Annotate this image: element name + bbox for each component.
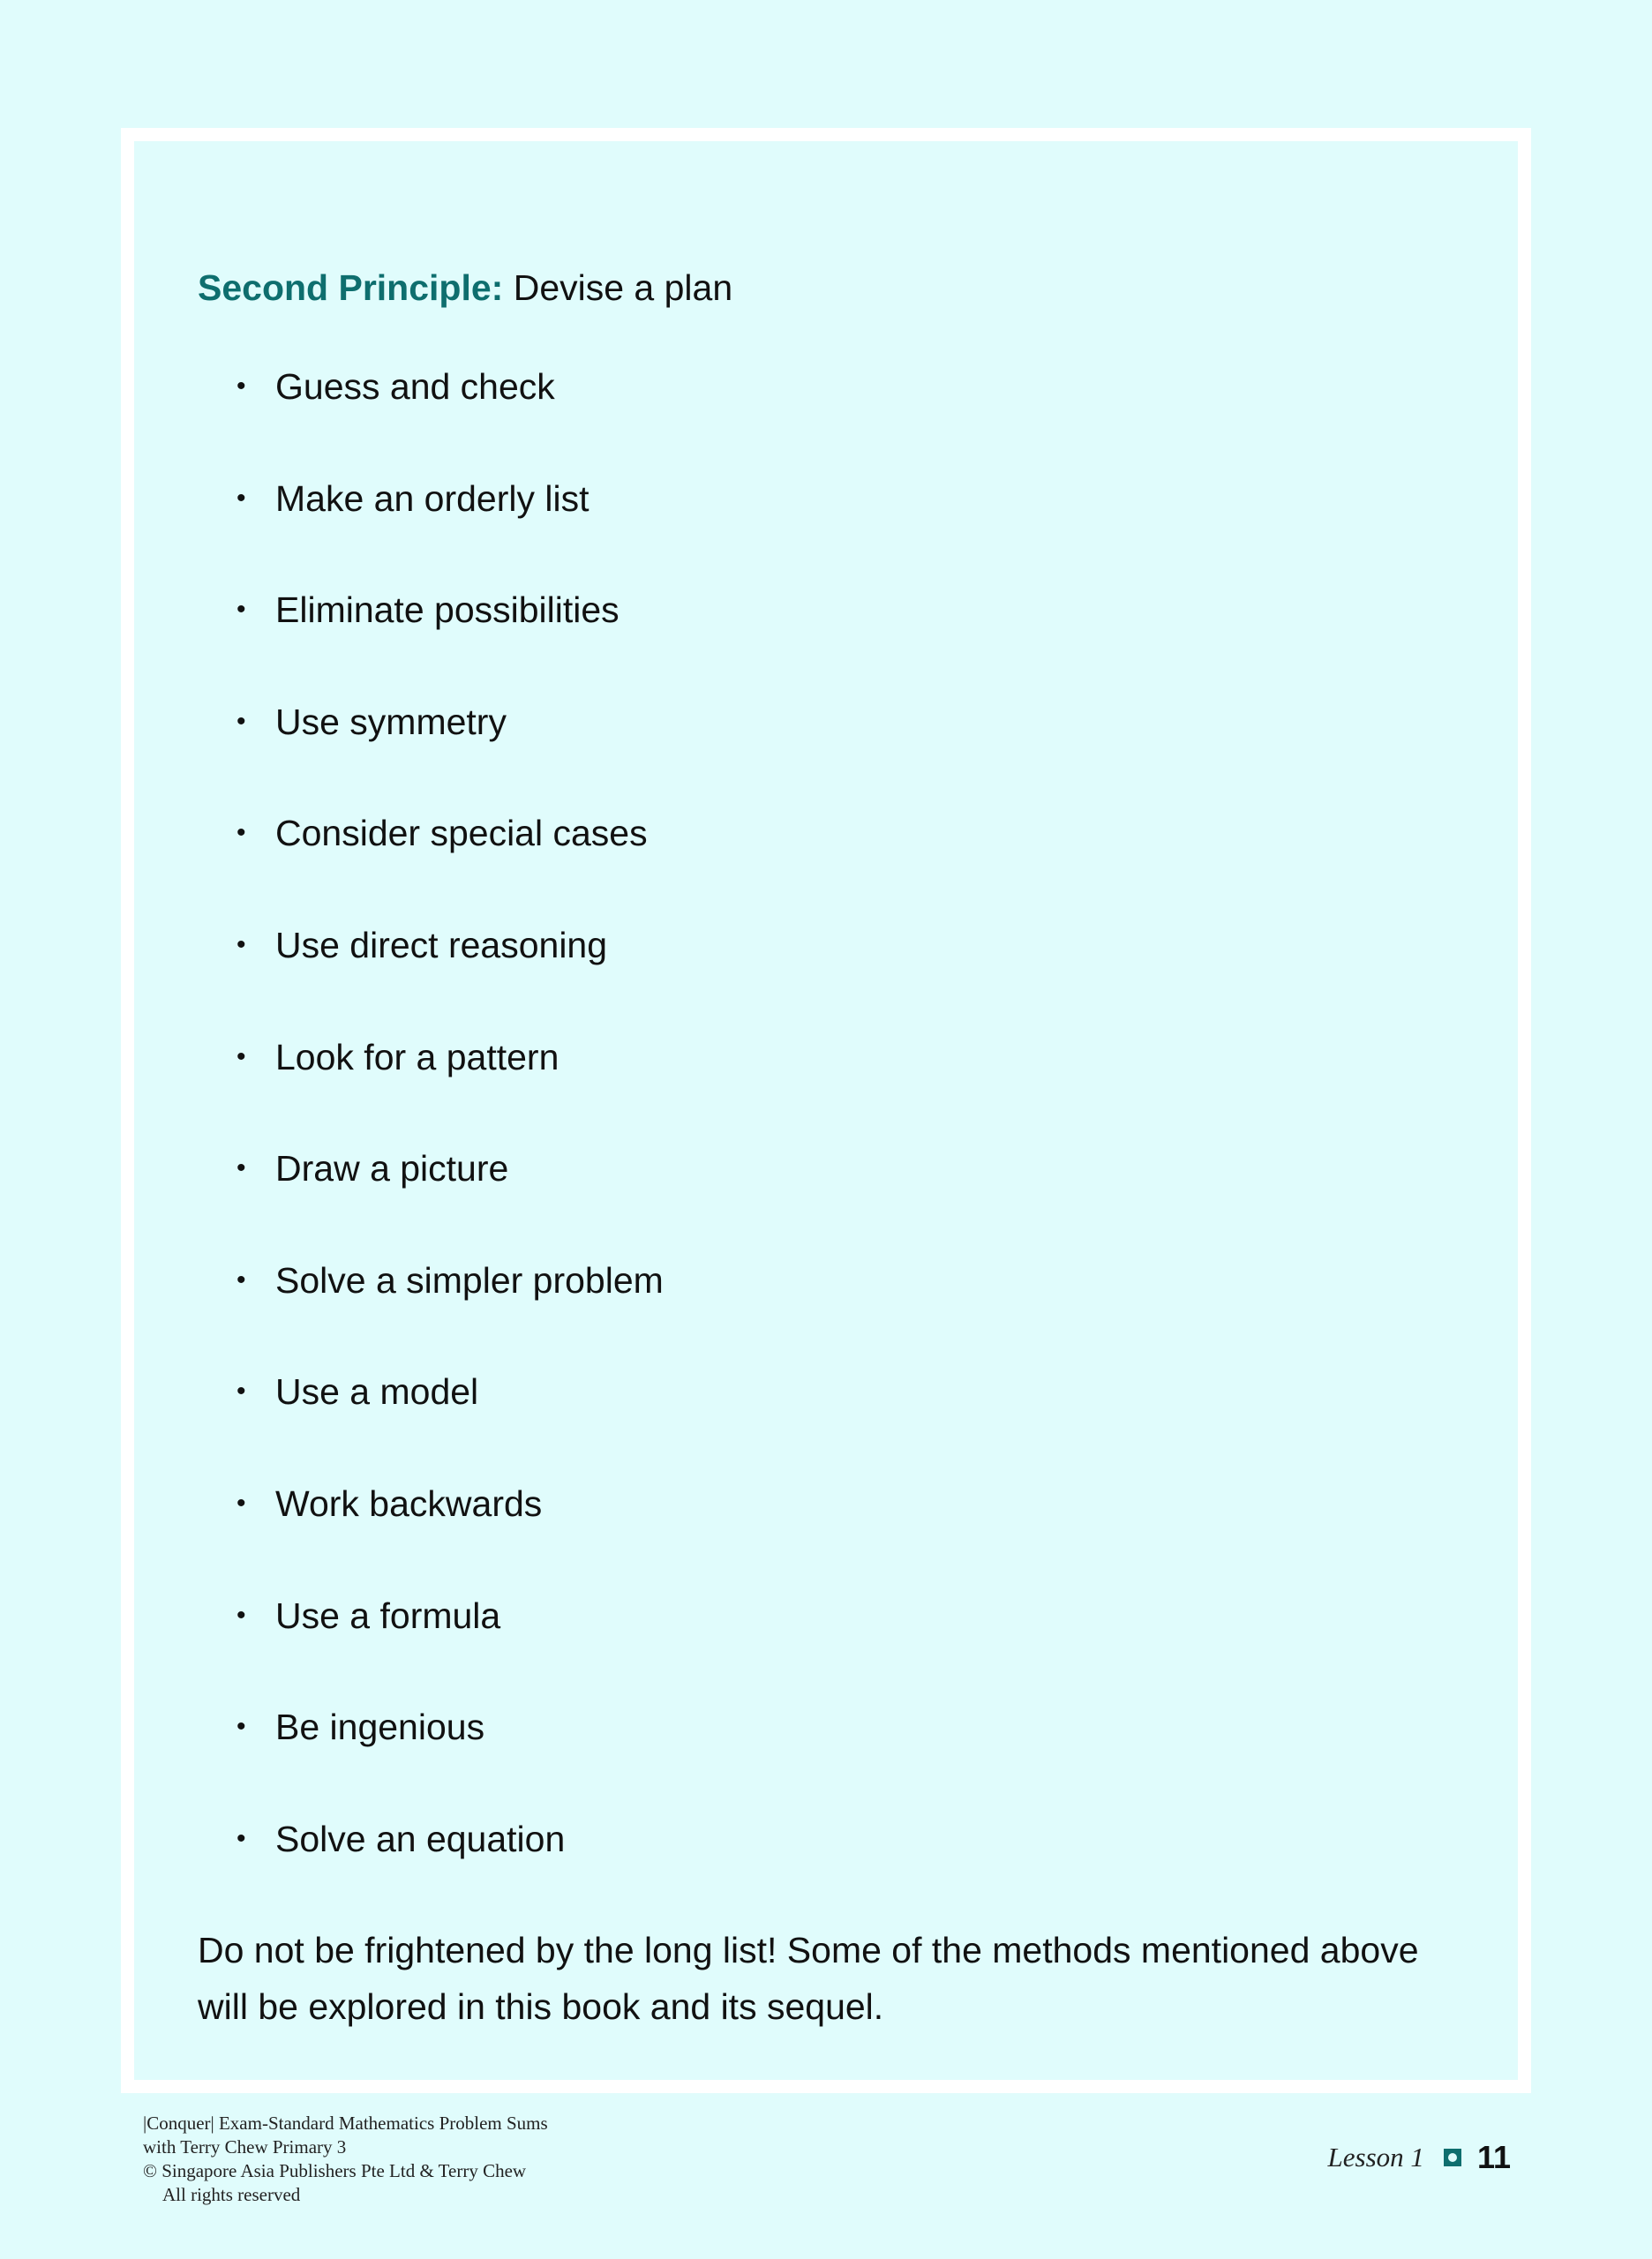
bullet-icon: • bbox=[237, 818, 246, 848]
bullet-icon: • bbox=[237, 483, 246, 513]
list-item bbox=[237, 1365, 664, 1477]
bullet-icon: • bbox=[237, 595, 246, 625]
list-item-text: Consider special cases bbox=[275, 813, 648, 854]
bullet-icon: • bbox=[237, 1041, 246, 1071]
bullet-icon: • bbox=[237, 1823, 246, 1853]
section-heading bbox=[198, 261, 732, 314]
bullet-icon: • bbox=[237, 371, 246, 401]
list-item bbox=[237, 583, 664, 695]
bullet-icon: • bbox=[237, 1377, 246, 1407]
list-item-text: Solve a simpler problem bbox=[275, 1259, 664, 1301]
list-item bbox=[237, 1142, 664, 1254]
footer-rights: All rights reserved bbox=[162, 2184, 301, 2205]
list-item-text: Guess and check bbox=[275, 366, 555, 407]
list-item-text: Use direct reasoning bbox=[275, 924, 608, 965]
bullet-icon: • bbox=[237, 1600, 246, 1630]
list-item-text: Use a formula bbox=[275, 1595, 501, 1636]
list-item bbox=[237, 1477, 664, 1589]
list-item bbox=[237, 1812, 664, 1925]
heading-text: Devise a plan bbox=[513, 267, 733, 308]
closing-paragraph: Do not be frightened by the long list! Some of the methods mentioned above will be explored in this book and its sequel. bbox=[198, 1930, 1419, 2027]
list-item bbox=[237, 472, 664, 584]
list-item-text: Draw a picture bbox=[275, 1148, 509, 1190]
bullet-icon: • bbox=[237, 1488, 246, 1518]
list-item bbox=[237, 360, 664, 472]
list-item bbox=[237, 1700, 664, 1812]
bullet-icon: • bbox=[237, 1153, 246, 1183]
footer-credits bbox=[143, 2112, 548, 2207]
list-item-text: Eliminate possibilities bbox=[275, 589, 620, 631]
bullet-icon: • bbox=[237, 929, 246, 959]
lesson-label: Lesson 1 bbox=[1327, 2142, 1424, 2173]
list-item-text: Be ingenious bbox=[275, 1707, 485, 1748]
list-item-text: Solve an equation bbox=[275, 1818, 566, 1859]
list-item-text: Make an orderly list bbox=[275, 477, 589, 519]
footer-page-info bbox=[1328, 2139, 1511, 2176]
list-item bbox=[237, 1254, 664, 1366]
list-item-text: Use symmetry bbox=[275, 701, 507, 742]
list-item bbox=[237, 919, 664, 1031]
list-item bbox=[237, 1589, 664, 1701]
bullet-icon: • bbox=[237, 706, 246, 736]
page-number: 11 bbox=[1476, 2139, 1511, 2175]
bullet-icon: • bbox=[237, 1712, 246, 1742]
list-item-text: Work backwards bbox=[275, 1482, 543, 1524]
footer-book-subtitle: with Terry Chew Primary 3 bbox=[143, 2136, 347, 2158]
footer-copyright: © Singapore Asia Publishers Pte Ltd & Terry Chew bbox=[143, 2160, 527, 2181]
list-item bbox=[237, 695, 664, 807]
footer-book-title: |Conquer| Exam-Standard Mathematics Problem Sums bbox=[143, 2113, 548, 2134]
list-item-text: Use a model bbox=[275, 1371, 479, 1413]
bullet-icon: • bbox=[237, 1265, 246, 1295]
list-item bbox=[237, 807, 664, 919]
strategy-list bbox=[237, 360, 664, 1924]
square-circle-icon bbox=[1444, 2149, 1461, 2166]
list-item-text: Look for a pattern bbox=[275, 1036, 559, 1077]
heading-label: Second Principle: bbox=[198, 267, 504, 308]
list-item bbox=[237, 1031, 664, 1143]
